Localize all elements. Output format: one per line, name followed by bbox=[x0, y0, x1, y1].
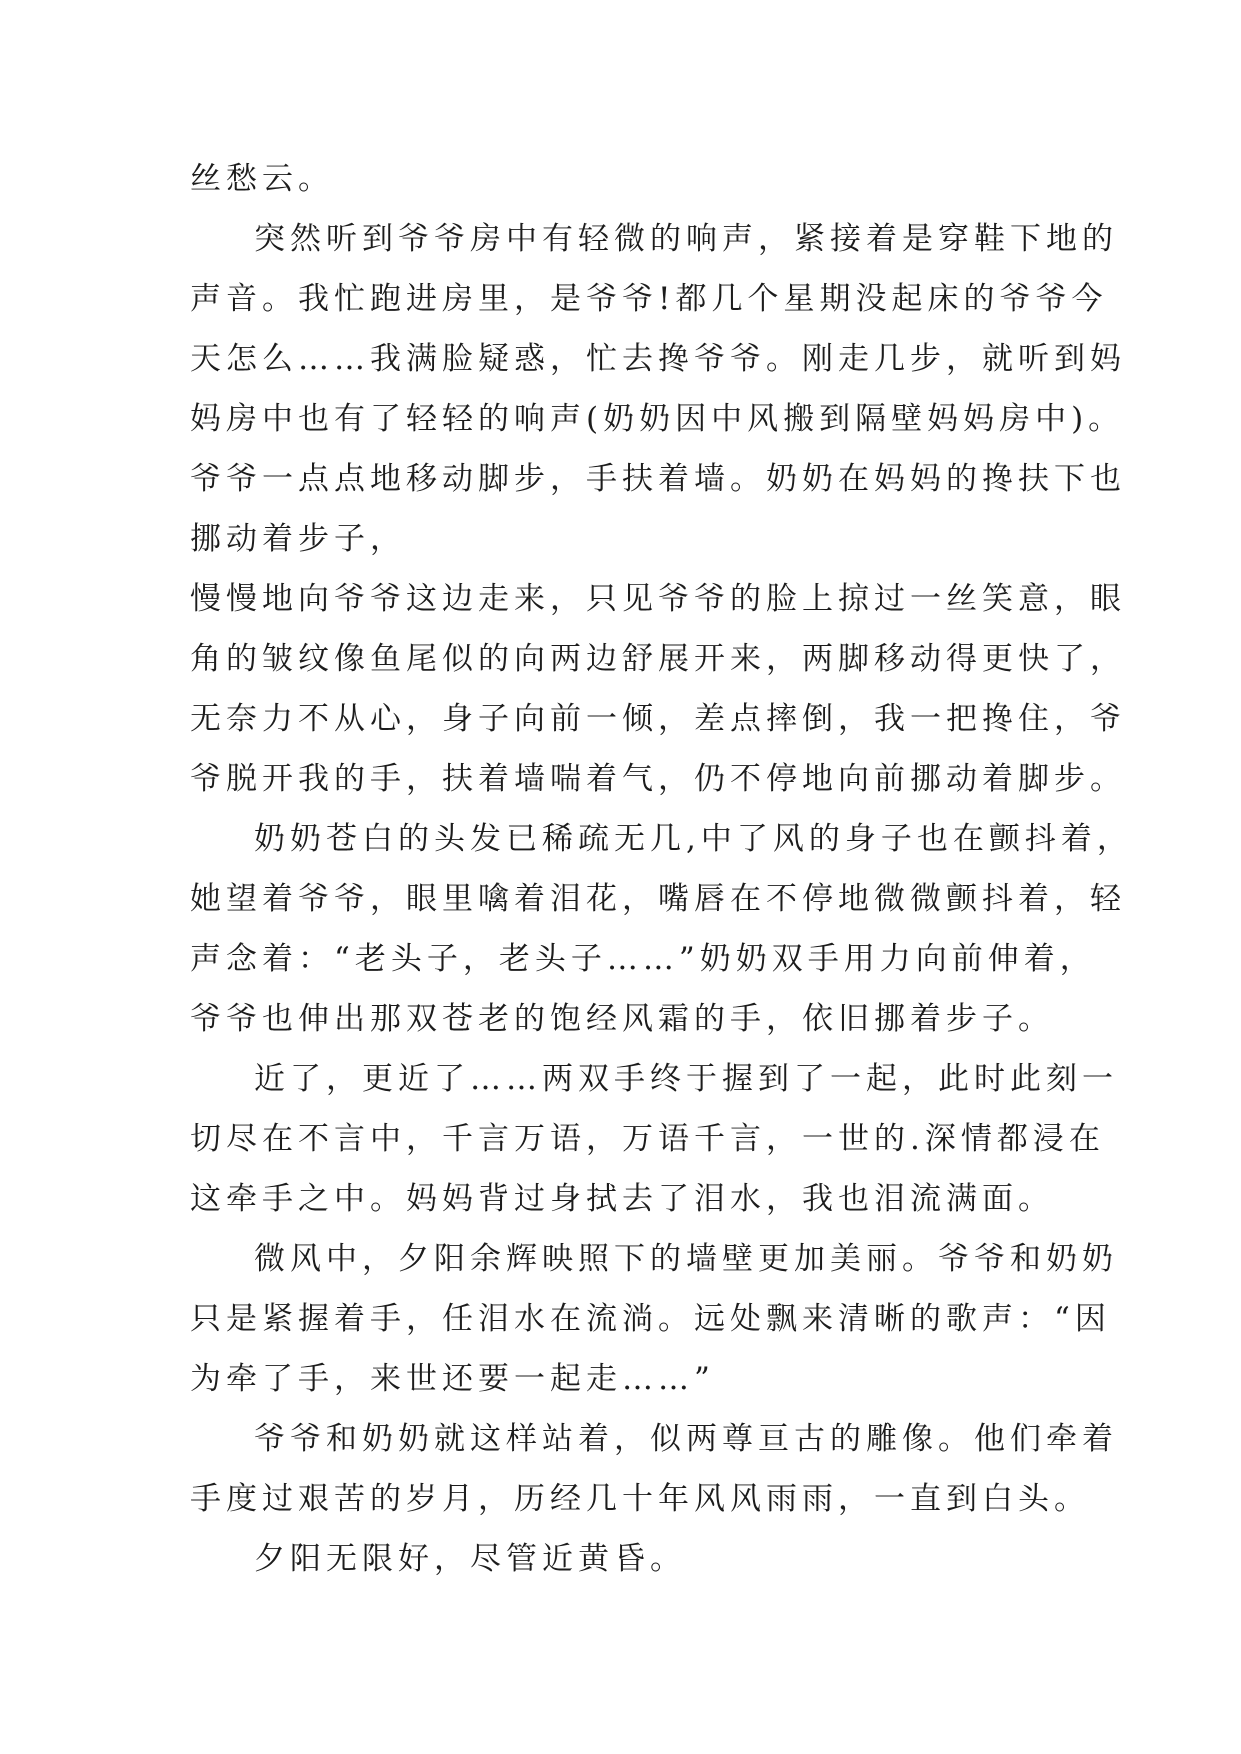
text-line: 手度过艰苦的岁月，历经几十年风风雨雨，一直到白头。 bbox=[190, 1481, 1090, 1517]
text-line: 这牵手之中。妈妈背过身拭去了泪水，我也泪流满面。 bbox=[190, 1181, 1054, 1217]
text-line: 角的皱纹像鱼尾似的向两边舒展开来，两脚移动得更快了， bbox=[190, 641, 1126, 677]
text-line: 声念着：“老头子，老头子……”奶奶双手用力向前伸着， bbox=[190, 941, 1096, 977]
text-line: 挪动着步子， bbox=[190, 521, 406, 557]
paragraph-first-line: 微风中，夕阳余辉映照下的墙壁更加美丽。爷爷和奶奶 bbox=[254, 1241, 1118, 1277]
text-line: 爷脱开我的手，扶着墙喘着气，仍不停地向前挪动着脚步。 bbox=[190, 761, 1126, 797]
text-line: 丝愁云。 bbox=[190, 161, 334, 197]
article-body bbox=[190, 157, 1133, 1597]
text-line: 爷爷也伸出那双苍老的饱经风霜的手，依旧挪着步子。 bbox=[190, 1001, 1054, 1037]
paragraph-first-line: 奶奶苍白的头发已稀疏无几,中了风的身子也在颤抖着， bbox=[254, 821, 1133, 857]
text-line: 只是紧握着手，任泪水在流淌。远处飘来清晰的歌声：“因 bbox=[190, 1301, 1111, 1337]
text-line: 无奈力不从心，身子向前一倾，差点摔倒，我一把搀住，爷 bbox=[190, 701, 1126, 737]
text-line: 为牵了手，来世还要一起走……” bbox=[190, 1361, 715, 1397]
text-line: 爷爷一点点地移动脚步，手扶着墙。奶奶在妈妈的搀扶下也 bbox=[190, 461, 1126, 497]
text-line: 声音。我忙跑进房里，是爷爷!都几个星期没起床的爷爷今 bbox=[190, 281, 1108, 317]
text-line: 慢慢地向爷爷这边走来，只见爷爷的脸上掠过一丝笑意，眼 bbox=[190, 581, 1126, 617]
text-line: 天怎么……我满脸疑惑，忙去搀爷爷。刚走几步，就听到妈 bbox=[190, 341, 1126, 377]
text-line: 妈房中也有了轻轻的响声(奶奶因中风搬到隔壁妈妈房中)。 bbox=[190, 401, 1125, 437]
text-line: 切尽在不言中，千言万语，万语千言，一世的.深情都浸在 bbox=[190, 1121, 1105, 1157]
paragraph-first-line: 突然听到爷爷房中有轻微的响声，紧接着是穿鞋下地的 bbox=[254, 221, 1118, 257]
paragraph-first-line: 夕阳无限好，尽管近黄昏。 bbox=[254, 1541, 686, 1577]
paragraph-first-line: 近了，更近了……两双手终于握到了一起，此时此刻一 bbox=[254, 1061, 1118, 1097]
paragraph-first-line: 爷爷和奶奶就这样站着，似两尊亘古的雕像。他们牵着 bbox=[254, 1421, 1118, 1457]
text-line: 她望着爷爷，眼里噙着泪花，嘴唇在不停地微微颤抖着，轻 bbox=[190, 881, 1126, 917]
